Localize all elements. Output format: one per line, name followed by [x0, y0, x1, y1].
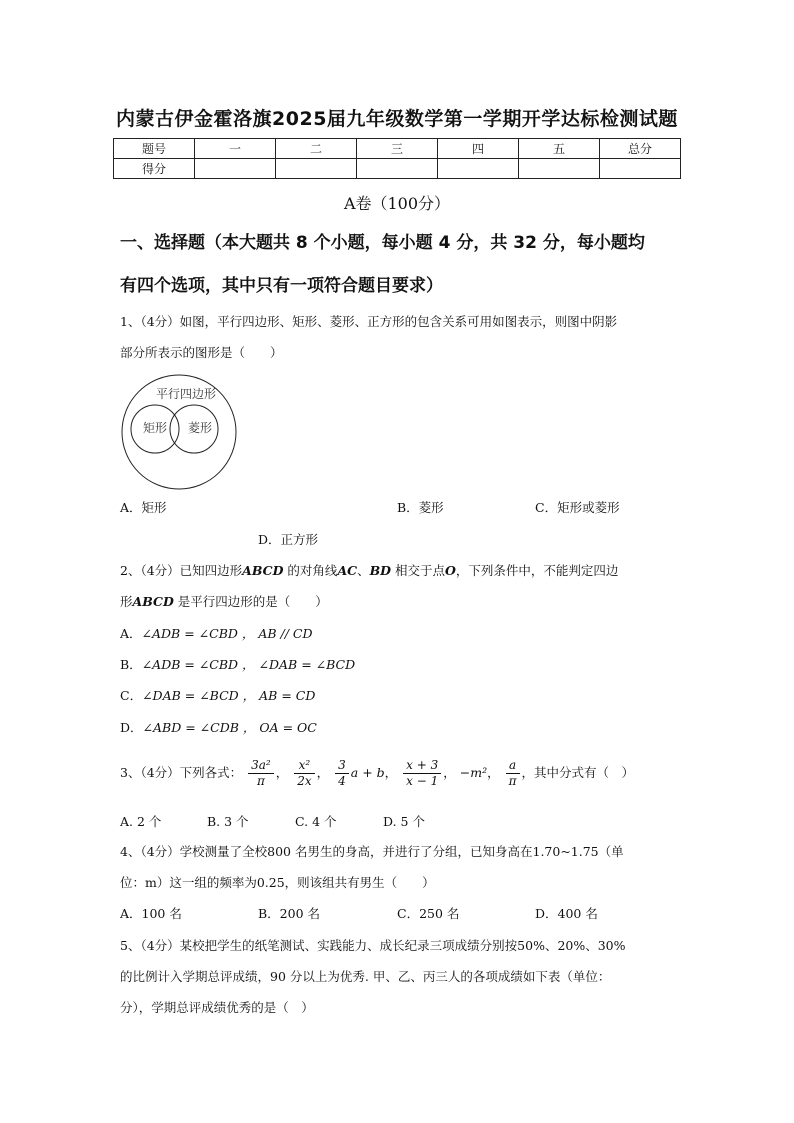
q3-option-a: A. 2 个	[120, 814, 162, 829]
section-one-heading-line2: 有四个选项，其中只有一项符合题目要求）	[120, 276, 443, 296]
q2-quad-name: ABCD	[132, 594, 174, 609]
q5-line2: 的比例计入学期总评成绩，90 分以上为优秀. 甲、乙、丙三人的各项成绩如下表（单位：	[120, 969, 611, 984]
venn-label-outer: 平行四边形	[155, 387, 217, 401]
q1-line1: 1、（4分）如图，平行四边形、矩形、菱形、正方形的包含关系可用如图表示，则图中阴影	[120, 314, 618, 329]
q2-option-d	[120, 712, 690, 744]
q3-comma: ，	[316, 765, 330, 780]
score-table-cell: 题号	[114, 139, 195, 159]
fraction-numerator: a	[506, 758, 520, 774]
q4-line2: 位：m）这一组的频率为0.25，则该组共有男生（ ）	[120, 875, 435, 890]
q1-venn-diagram	[120, 374, 240, 490]
fraction-numerator: 3	[335, 758, 349, 774]
fraction-denominator: 2x	[297, 774, 312, 788]
q5-line1: 5、（4分）某校把学生的纸笔测试、实践能力、成长纪录三项成绩分别按50%、20%、30%	[120, 938, 626, 953]
score-table-empty-cell	[195, 159, 276, 179]
q2-diag-bd: BD	[369, 563, 392, 578]
q3-comma: ，	[275, 765, 289, 780]
option-label: C．	[120, 688, 143, 703]
q1-option-c: C．矩形或菱形	[535, 500, 620, 515]
exam-title: 内蒙古伊金霍洛旗2025届九年级数学第一学期开学达标检测试题	[116, 108, 678, 130]
score-table-cell: 二	[276, 139, 357, 159]
q1-option-b: B．菱形	[397, 500, 444, 515]
fraction-denominator: π	[257, 774, 265, 788]
q1-option-d: D．正方形	[258, 532, 319, 547]
q1-line2: 部分所表示的图形是（ ）	[120, 345, 283, 360]
q2-quad-name: ABCD	[242, 563, 284, 578]
q3-term-5: −m²	[459, 765, 488, 780]
q3-line1	[120, 753, 690, 793]
q2-point-o: O	[445, 563, 456, 578]
score-table-empty-cell	[600, 159, 681, 179]
q3-fraction-1	[248, 758, 274, 789]
score-table-empty-cell	[438, 159, 519, 179]
score-table-empty-cell	[276, 159, 357, 179]
q4-option-d: D．400 名	[535, 906, 598, 921]
score-table	[113, 138, 681, 179]
q2-option-c	[120, 680, 690, 712]
venn-label-left: 矩形	[142, 421, 168, 435]
q2-text: 形	[120, 594, 133, 609]
option-expr: ∠ADB = ∠CBD ， AB // CD	[141, 626, 313, 641]
q3-text: ，其中分式有（ ）	[521, 765, 635, 780]
score-table-cell: 三	[357, 139, 438, 159]
q3-fraction-4	[403, 758, 441, 789]
q4-option-a: A．100 名	[120, 906, 182, 921]
score-table-score-row	[114, 159, 681, 179]
q3-fraction-2	[294, 758, 314, 789]
venn-label-right: 菱形	[187, 421, 213, 435]
q3-comma: ，	[384, 765, 398, 780]
q2-option-b	[120, 649, 690, 681]
q2-text: 2、（4分）已知四边形	[120, 563, 243, 578]
score-table-empty-cell	[519, 159, 600, 179]
score-table-cell: 一	[195, 139, 276, 159]
fraction-denominator: 4	[338, 774, 346, 788]
q2-text: 的对角线	[283, 563, 338, 578]
q3-text: 3、（4分）下列各式：	[120, 765, 243, 780]
fraction-denominator: x − 1	[406, 774, 439, 788]
q3-fraction-6	[506, 758, 520, 789]
option-label: D．	[120, 720, 143, 735]
fraction-numerator: x + 3	[403, 758, 441, 774]
section-a-heading: A卷（100分）	[343, 194, 451, 213]
q2-text: 、	[357, 563, 370, 578]
q2-text: 相交于点	[391, 563, 445, 578]
q3-expr-tail: a + b	[350, 765, 385, 780]
fraction-numerator: 3a²	[248, 758, 274, 774]
score-table-cell: 总分	[600, 139, 681, 159]
option-expr: ∠ABD = ∠CDB ， OA = OC	[142, 720, 317, 735]
q3-fraction-3	[335, 758, 349, 789]
option-expr: ∠DAB = ∠BCD ， AB = CD	[142, 688, 316, 703]
q4-option-b: B．200 名	[258, 906, 321, 921]
q2-text: ，下列条件中，不能判定四边	[455, 563, 619, 578]
q3-option-b: B. 3 个	[207, 814, 249, 829]
fraction-denominator: π	[508, 774, 517, 788]
score-table-cell: 得分	[114, 159, 195, 179]
q3-option-c: C. 4 个	[295, 814, 337, 829]
score-table-cell: 五	[519, 139, 600, 159]
q2-text: 是平行四边形的是（ ）	[173, 594, 328, 609]
q2-line2	[120, 586, 690, 618]
option-expr: ∠ADB = ∠CBD ， ∠DAB = ∠BCD	[141, 657, 356, 672]
q2-line1	[120, 555, 690, 587]
q4-line1: 4、（4分）学校测量了全校800 名男生的身高，并进行了分组，已知身高在1.70~1.75（单	[120, 844, 624, 859]
score-table-cell: 四	[438, 139, 519, 159]
section-one-heading-line1: 一、选择题（本大题共 8 个小题，每小题 4 分，共 32 分，每小题均	[120, 233, 645, 253]
option-label: B．	[120, 657, 142, 672]
q2-option-a	[120, 618, 690, 650]
q2-diag-ac: AC	[337, 563, 358, 578]
fraction-numerator: x²	[294, 758, 314, 774]
q3-comma: ，	[487, 765, 500, 780]
q3-option-d: D. 5 个	[383, 814, 425, 829]
q5-line3: 分），学期总评成绩优秀的是（ ）	[120, 1000, 314, 1015]
option-label: A．	[120, 626, 142, 641]
q3-comma: ，	[443, 765, 456, 780]
q4-option-c: C．250 名	[397, 906, 460, 921]
q1-option-a: A．矩形	[120, 500, 167, 515]
score-table-empty-cell	[357, 159, 438, 179]
score-table-header-row	[114, 139, 681, 159]
